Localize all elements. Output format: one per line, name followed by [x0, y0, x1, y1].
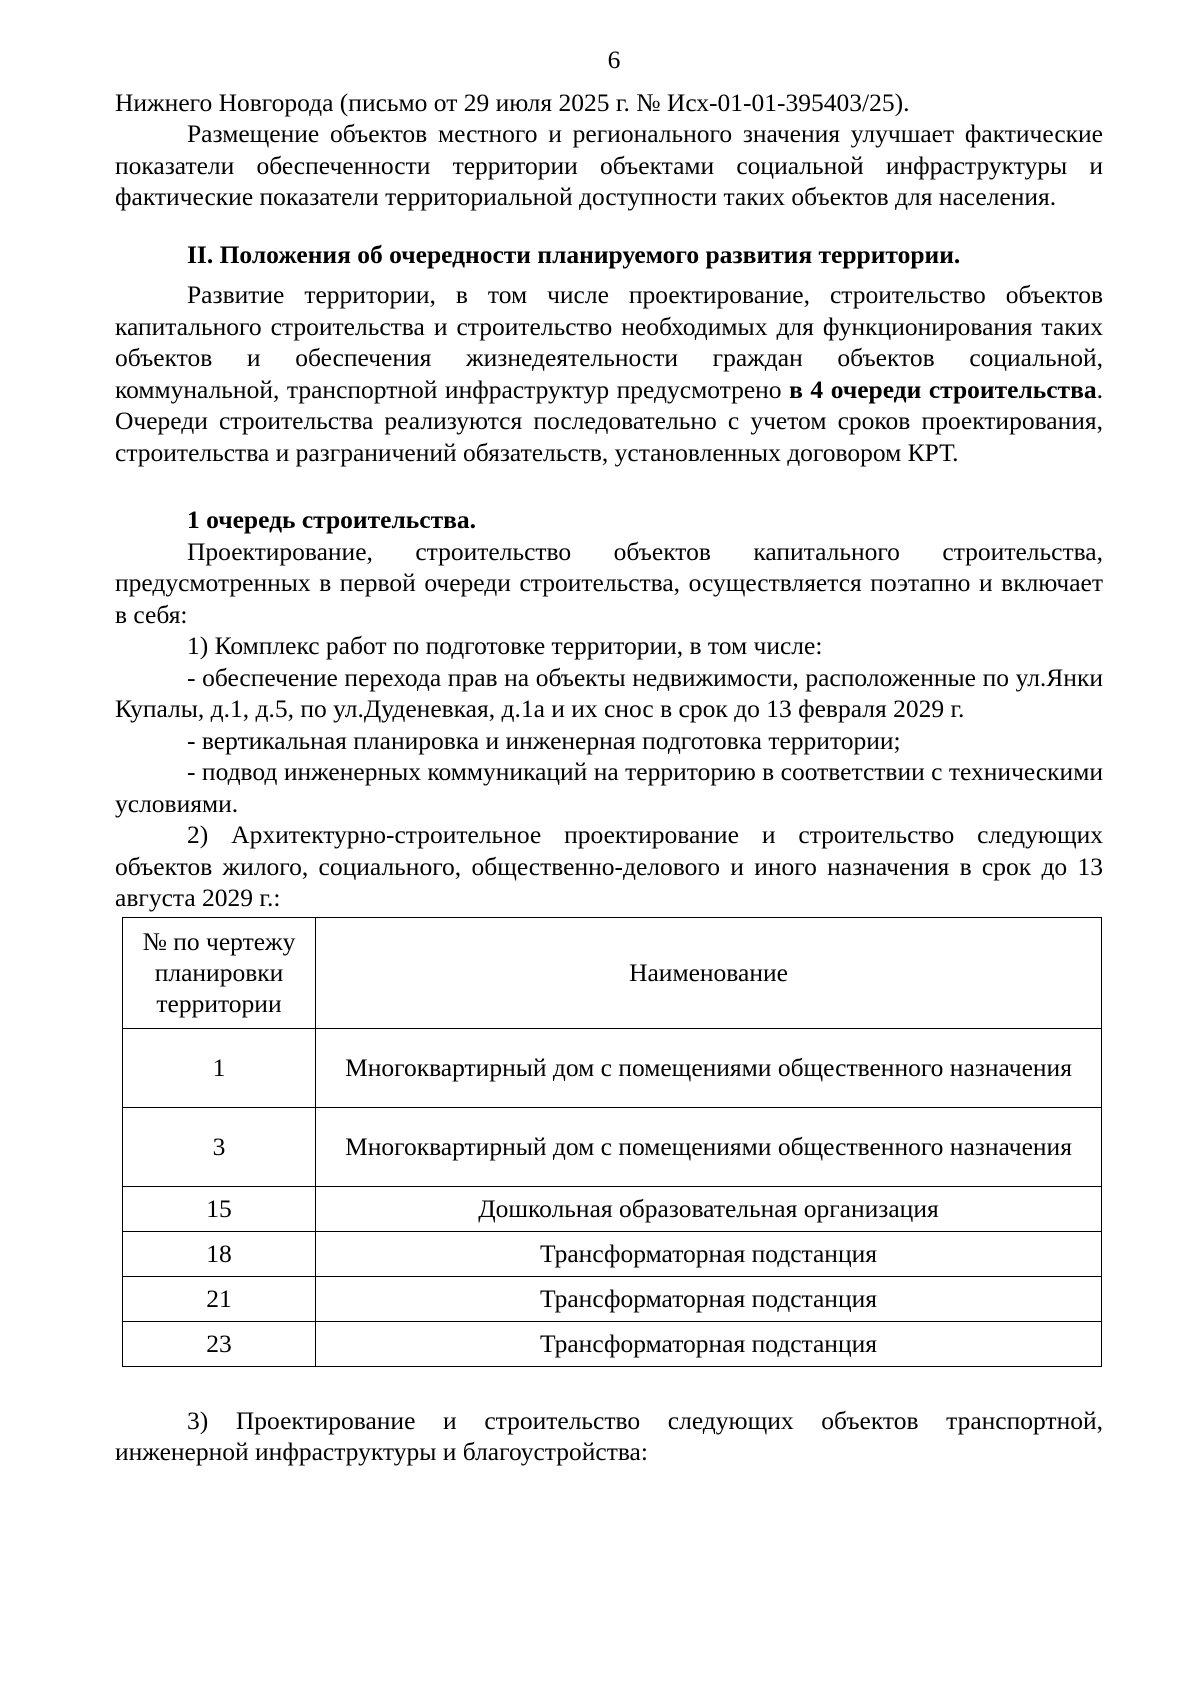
- paragraph-continuation: Нижнего Новгорода (письмо от 29 июля 2025 г. № Исх-01-01-395403/25).: [115, 87, 910, 117]
- table-cell-name: Многоквартирный дом с помещениями общественного назначения: [316, 1107, 1102, 1186]
- table-cell-number: 18: [123, 1231, 316, 1276]
- table-cell-number: 3: [123, 1107, 316, 1186]
- table-cell-number: 1: [123, 1028, 316, 1107]
- document-page: [115, 44, 1103, 1468]
- page-number: 6: [607, 45, 621, 74]
- table-row: [123, 1028, 1102, 1107]
- table-cell-number: 23: [123, 1321, 316, 1366]
- list-item-3: 3) Проектирование и строительство следующих объектов транспортной, инженерной инфраструктуры и благоустройства:: [115, 1405, 1103, 1466]
- table-cell-name: Многоквартирный дом с помещениями общественного назначения: [316, 1028, 1102, 1107]
- table-cell-number: 21: [123, 1276, 316, 1321]
- list-item-1a: - обеспечение перехода прав на объекты недвижимости, расположенные по ул.Янки Купалы, д.1, д.5, по ул.Дуденевкая, д.1а и их снос в срок до 13 февраля 2029 г.: [115, 662, 1103, 723]
- table-cell-name: Трансформаторная подстанция: [316, 1321, 1102, 1366]
- table-cell-name: Трансформаторная подстанция: [316, 1231, 1102, 1276]
- table-row: [123, 1107, 1102, 1186]
- table-row: [123, 1186, 1102, 1231]
- paragraph-placement: Размещение объектов местного и регионального значения улучшает фактические показатели обеспеченности территории объектами социальной инфраструктуры и фактические показатели территориальной доступности таких объектов для населения.: [115, 119, 1103, 211]
- table-header-number: № по чертежу планировки территории: [123, 917, 316, 1028]
- paragraph-queue-1-intro: Проектирование, строительство объектов капитального строительства, предусмотренных в первой очереди строительства, осуществляется поэтапно и включает в себя:: [115, 536, 1103, 629]
- queue-1-heading: 1 очередь строительства.: [187, 505, 476, 534]
- objects-table: [122, 917, 1102, 1367]
- paragraph-development: [115, 279, 1103, 468]
- list-item-1c: - подвод инженерных коммуникаций на территорию в соответствии с техническими условиями.: [115, 757, 1103, 818]
- table-row: [123, 1276, 1102, 1321]
- table-row: [123, 1231, 1102, 1276]
- table-row: [123, 1321, 1102, 1366]
- table-cell-name: Трансформаторная подстанция: [316, 1276, 1102, 1321]
- list-item-2: 2) Архитектурно-строительное проектирование и строительство следующих объектов жилого, социального, общественно-делового и иного назначения в срок до 13 августа 2029 г.:: [115, 820, 1103, 912]
- paragraph-development-text-2: . Очереди строительства реализуются последовательно с учетом сроков проектирования, строительства и разграничений обязательств, установленных договором КРТ.: [115, 374, 1103, 467]
- section-heading: II. Положения об очередности планируемого развития территории.: [187, 239, 961, 269]
- table-header-name: Наименование: [316, 917, 1102, 1028]
- table-cell-number: 15: [123, 1186, 316, 1231]
- table-cell-name: Дошкольная образовательная организация: [316, 1186, 1102, 1231]
- list-item-1b: - вертикальная планировка и инженерная подготовка территории;: [187, 725, 901, 755]
- list-item-1: 1) Комплекс работ по подготовке территории, в том числе:: [187, 631, 823, 660]
- paragraph-development-bold: в 4 очереди строительства: [789, 374, 1097, 404]
- table-header-row: [123, 917, 1102, 1028]
- paragraph-development-text-1: Развитие территории, в том числе проектирование, строительство объектов капитального строительства и строительство необходимых для функционирования таких объектов и обеспечения жизнедеятельности граждан объектов социальной, коммунальной, транспортной инфраструктур предусмотрено: [115, 280, 1103, 404]
